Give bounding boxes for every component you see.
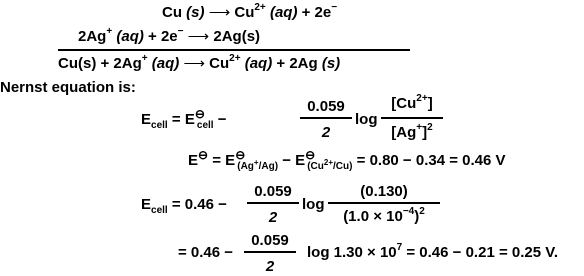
copper-ion: Cu bbox=[209, 55, 230, 72]
standard-state-icon: ⊖ bbox=[198, 148, 209, 162]
minus-sign: − bbox=[217, 111, 227, 128]
reactants: Cu(s) + 2Ag bbox=[58, 55, 142, 72]
fraction-den bbox=[300, 124, 352, 141]
half-reaction-oxidation bbox=[162, 2, 338, 21]
subscript: cell bbox=[151, 205, 168, 216]
electrons: + 2e bbox=[148, 28, 178, 45]
log-numerator bbox=[328, 183, 440, 200]
charge: 2+ bbox=[416, 93, 428, 104]
electrons: + 2e bbox=[301, 4, 332, 21]
denominator: 2 bbox=[321, 124, 331, 141]
e-standard-symbol: E bbox=[184, 111, 195, 128]
bracket: ] bbox=[422, 124, 428, 141]
equals-sign: = E bbox=[212, 152, 236, 169]
charge: 2+ bbox=[254, 2, 266, 13]
nernst-label: Nernst equation is: bbox=[0, 79, 136, 96]
subscript: cell bbox=[151, 120, 168, 131]
subscript-text: (Ag bbox=[237, 161, 254, 172]
charge: + bbox=[106, 26, 113, 37]
log-value: log 1.30 × 10 bbox=[307, 244, 397, 261]
subscript-text: /Ag) bbox=[258, 161, 279, 172]
standard-state-icon: ⊖ bbox=[235, 148, 246, 162]
denominator: 2 bbox=[265, 258, 275, 275]
charge: 2+ bbox=[323, 158, 334, 167]
fraction-den bbox=[247, 209, 299, 226]
equals-sign: = bbox=[171, 111, 181, 128]
standard-state-icon: ⊖ bbox=[194, 107, 205, 121]
log-denominator bbox=[381, 124, 443, 141]
electrode-subscript bbox=[307, 158, 353, 172]
state-label: (aq) bbox=[151, 55, 180, 72]
cu-concentration: [Cu bbox=[391, 95, 417, 112]
standard-potential-equation bbox=[188, 148, 506, 172]
subscript-text: /Cu) bbox=[333, 161, 353, 172]
fraction-bar bbox=[328, 202, 440, 204]
standard-state-icon: ⊖ bbox=[305, 148, 316, 162]
exponent: 7 bbox=[396, 242, 403, 253]
state-label: (s) bbox=[321, 55, 341, 72]
charge: + bbox=[416, 122, 423, 133]
copper-species: Cu bbox=[162, 4, 182, 21]
fraction-constant bbox=[244, 232, 296, 249]
charge: − bbox=[331, 2, 338, 13]
silver-ion: 2Ag bbox=[78, 28, 107, 45]
silver-product: + 2Ag bbox=[276, 55, 318, 72]
state-label: (aq) bbox=[244, 55, 273, 72]
numerator: 0.059 bbox=[307, 98, 345, 115]
bracket: ] bbox=[427, 95, 433, 112]
exponent: 2 bbox=[419, 206, 425, 217]
charge: 2+ bbox=[229, 53, 241, 64]
copper-ion: Cu bbox=[234, 4, 255, 21]
half-reaction-reduction bbox=[78, 26, 261, 45]
nernst-equation-general bbox=[141, 107, 227, 131]
fraction-constant bbox=[300, 98, 352, 115]
result-value: = 0.46 − 0.21 = 0.25 V. bbox=[406, 244, 559, 261]
charge: − bbox=[177, 26, 184, 37]
nernst-substituted bbox=[141, 196, 227, 216]
exponent: 2 bbox=[427, 122, 433, 133]
state-label: (s) bbox=[186, 4, 205, 21]
cu-concentration: (0.130) bbox=[360, 183, 408, 200]
reaction-arrow: ⟶ bbox=[183, 55, 205, 72]
ecell-symbol: E bbox=[141, 196, 152, 213]
log-function: log bbox=[355, 111, 378, 128]
e-standard-symbol: E bbox=[188, 152, 199, 169]
potential-value: = 0.80 − 0.34 = 0.46 V bbox=[356, 152, 506, 169]
ag-concentration: [Ag bbox=[391, 124, 417, 141]
fraction-bar bbox=[247, 202, 299, 204]
reaction-arrow: ⟶ bbox=[208, 4, 231, 21]
equals-minus: = 0.46 − bbox=[178, 244, 234, 261]
reaction-arrow: ⟶ bbox=[187, 28, 210, 45]
fraction-constant bbox=[247, 183, 299, 200]
minus-sign: − E bbox=[282, 152, 306, 169]
exponent: −4 bbox=[402, 206, 415, 217]
charge: + bbox=[253, 158, 259, 167]
fraction-den bbox=[244, 258, 296, 275]
numerator: 0.059 bbox=[251, 232, 289, 249]
overall-reaction bbox=[58, 53, 341, 72]
sum-divider-line bbox=[58, 49, 410, 51]
equals-minus: = 0.46 − bbox=[171, 196, 227, 213]
fraction-bar bbox=[244, 251, 296, 253]
electrode-subscript bbox=[237, 158, 279, 172]
silver-solid: 2Ag(s) bbox=[213, 28, 261, 45]
subscript: cell bbox=[196, 120, 214, 131]
denominator: 2 bbox=[268, 209, 278, 226]
state-label: (aq) bbox=[116, 28, 144, 45]
state-label: (aq) bbox=[269, 4, 298, 21]
numerator: 0.059 bbox=[254, 183, 292, 200]
log-denominator bbox=[328, 208, 440, 225]
bracket: ) bbox=[414, 208, 420, 225]
ecell-symbol: E bbox=[141, 111, 152, 128]
final-result bbox=[307, 242, 559, 261]
subscript-text: (Cu bbox=[307, 161, 324, 172]
ag-concentration: (1.0 × 10 bbox=[343, 208, 403, 225]
log-numerator bbox=[381, 95, 443, 112]
fraction-bar bbox=[300, 117, 352, 119]
charge: + bbox=[141, 53, 148, 64]
log-function: log bbox=[302, 196, 325, 213]
fraction-bar bbox=[381, 117, 443, 119]
